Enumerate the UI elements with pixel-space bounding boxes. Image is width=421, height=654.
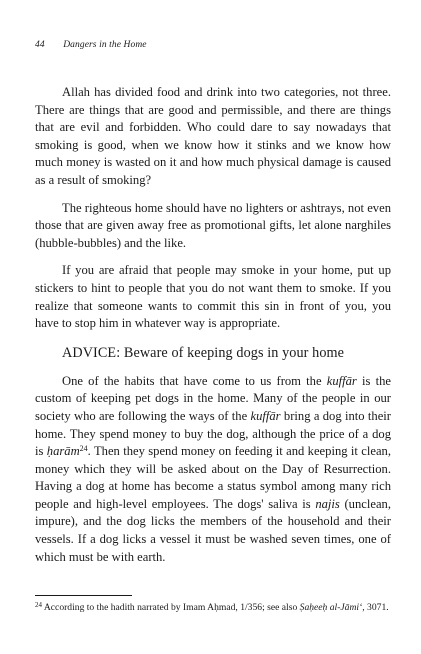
page-body — [35, 84, 391, 576]
footnote — [35, 602, 391, 614]
text-run: (unclean, impure), and the dog licks the members of the household and their vessels. If a dog licks a vessel it must be washed seven times, one of which must be with earth. — [35, 496, 391, 564]
text-run: . Then they spend money on feeding it and keeping it clean, money which they will be asked about on the Day of Resurrection. Having a dog at home has become a status symbol among many rich people and high-level employees. The dogs' saliva is — [35, 444, 391, 511]
paragraph-food-categories: Allah has divided food and drink into two categories, not three. There are things that are good and permissible, and there are things that are evil and forbidden. Who could dare to say nowadays that smoking is good, when we know how it stinks and we know how much money is wasted on it and how much physical damage is caused as a result of smoking? — [35, 85, 391, 187]
term-kuffar: kuffār — [326, 373, 357, 388]
term-najis: najis — [315, 496, 340, 511]
footnote-source: Ṣaḥeeḥ al-Jāmi‘ — [299, 602, 363, 613]
section-heading: ADVICE: Beware of keeping dogs in your home — [62, 344, 345, 361]
term-haram: ḥarām — [46, 444, 80, 459]
text-run: One of the habits that have come to us from the — [62, 373, 327, 388]
footnote-text: According to the hadith narrated by Imam Aḥmad, 1/356; see also — [42, 602, 300, 613]
paragraph-no-smoking-stickers: If you are afraid that people may smoke in your home, put up stickers to hint to people that you do not want them to smoke. If you realize that someone wants to commit this sin in front of you, you have to stop him in whatever way is appropriate. — [35, 263, 391, 331]
footnote-reference[interactable]: 24 — [79, 444, 88, 454]
paragraph-pet-dogs — [35, 373, 391, 567]
term-kuffar: kuffār — [250, 408, 281, 423]
running-title: Dangers in the Home — [63, 40, 147, 50]
footnote-divider — [35, 595, 132, 596]
footnote-number: 24 — [35, 601, 42, 609]
footnote-text: , 3071. — [362, 602, 389, 613]
running-header — [35, 40, 147, 50]
text-run: bring a dog into their home. They spend money to buy the dog, although the price of a dog is — [35, 408, 391, 459]
page-number: 44 — [35, 40, 45, 50]
text-run: is the custom of keeping pet dogs in the home. Many of the people in our society who are following the ways of the — [35, 373, 391, 423]
paragraph-lighters-ashtrays: The righteous home should have no lighters or ashtrays, not even those that are given away free as promotional gifts, let alone narghiles (hubble-bubbles) and the like. — [35, 200, 391, 250]
